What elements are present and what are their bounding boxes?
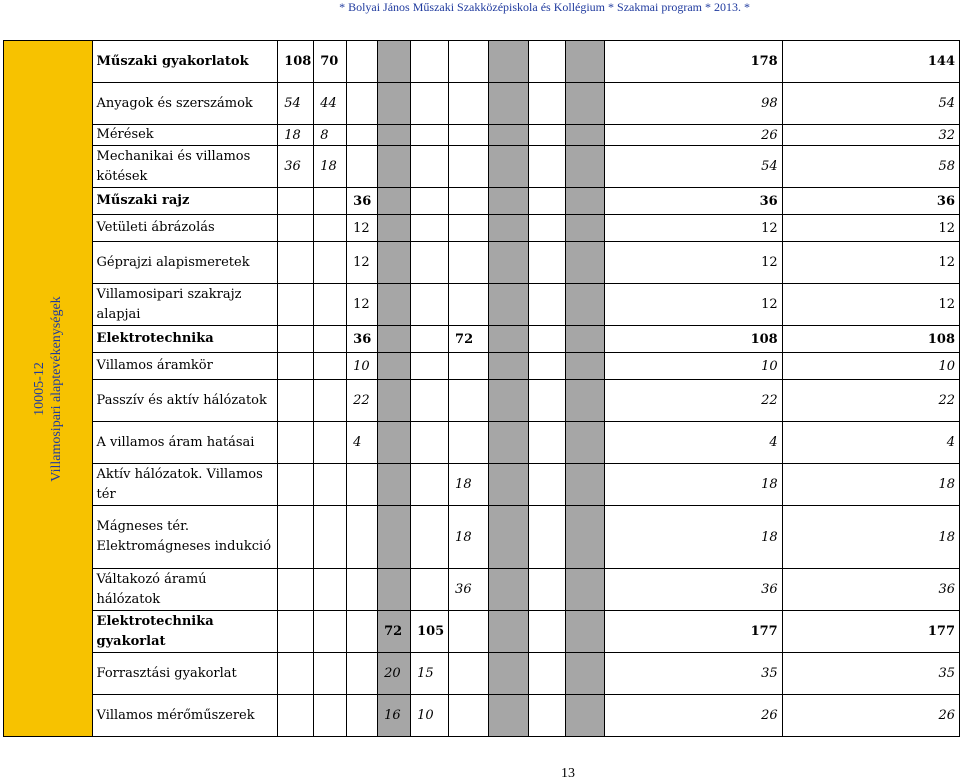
hours-cell xyxy=(565,146,605,188)
table-row xyxy=(4,125,960,146)
hours-cell: 12 xyxy=(782,242,959,284)
hours-cell: 36 xyxy=(782,188,959,215)
hours-cell xyxy=(411,464,449,506)
hours-cell xyxy=(565,569,605,611)
hours-cell xyxy=(314,506,347,569)
hours-cell xyxy=(565,611,605,653)
topic-cell: Passzív és aktív hálózatok xyxy=(92,380,278,422)
hours-cell xyxy=(378,242,411,284)
hours-cell xyxy=(488,464,528,506)
hours-cell: 32 xyxy=(782,125,959,146)
hours-cell: 72 xyxy=(449,326,489,353)
topic-cell: Géprajzi alapismeretek xyxy=(92,242,278,284)
hours-cell xyxy=(411,422,449,464)
hours-cell xyxy=(449,653,489,695)
topic-cell: Anyagok és szerszámok xyxy=(92,83,278,125)
hours-cell xyxy=(278,464,314,506)
hours-cell xyxy=(488,284,528,326)
hours-cell xyxy=(449,41,489,83)
hours-cell xyxy=(411,569,449,611)
hours-cell xyxy=(347,83,378,125)
hours-cell xyxy=(378,464,411,506)
hours-cell xyxy=(278,242,314,284)
hours-cell xyxy=(449,242,489,284)
table-row xyxy=(4,464,960,506)
hours-cell xyxy=(528,326,565,353)
topic-cell: Elektrotechnika gyakorlat xyxy=(92,611,278,653)
hours-cell: 15 xyxy=(411,653,449,695)
hours-cell: 98 xyxy=(605,83,782,125)
hours-cell: 108 xyxy=(278,41,314,83)
hours-cell: 10 xyxy=(605,353,782,380)
hours-cell xyxy=(278,326,314,353)
hours-cell: 72 xyxy=(378,611,411,653)
table-row xyxy=(4,41,960,83)
hours-cell xyxy=(488,353,528,380)
hours-cell: 36 xyxy=(605,569,782,611)
hours-cell xyxy=(449,215,489,242)
hours-cell xyxy=(347,146,378,188)
hours-cell xyxy=(411,146,449,188)
hours-cell xyxy=(488,611,528,653)
hours-cell: 26 xyxy=(605,125,782,146)
hours-cell xyxy=(378,41,411,83)
hours-cell xyxy=(278,353,314,380)
hours-cell xyxy=(314,653,347,695)
page-number: 13 xyxy=(561,766,575,781)
hours-cell: 12 xyxy=(605,242,782,284)
hours-cell: 54 xyxy=(782,83,959,125)
hours-cell xyxy=(565,41,605,83)
hours-cell xyxy=(411,380,449,422)
table-row xyxy=(4,380,960,422)
hours-cell xyxy=(565,125,605,146)
table-row xyxy=(4,695,960,737)
hours-cell xyxy=(411,188,449,215)
hours-cell xyxy=(378,284,411,326)
hours-cell xyxy=(278,188,314,215)
hours-cell xyxy=(449,125,489,146)
table-row xyxy=(4,215,960,242)
hours-cell: 44 xyxy=(314,83,347,125)
hours-cell xyxy=(488,242,528,284)
hours-cell xyxy=(449,83,489,125)
hours-cell xyxy=(378,353,411,380)
hours-cell xyxy=(378,506,411,569)
module-label xyxy=(31,296,65,481)
hours-cell xyxy=(411,353,449,380)
hours-cell: 18 xyxy=(314,146,347,188)
topic-cell: Villamos áramkör xyxy=(92,353,278,380)
topic-cell: Mechanikai és villamos kötések xyxy=(92,146,278,188)
table-row xyxy=(4,611,960,653)
table-row xyxy=(4,83,960,125)
hours-cell xyxy=(314,422,347,464)
hours-cell xyxy=(565,464,605,506)
hours-cell: 10 xyxy=(411,695,449,737)
hours-cell xyxy=(449,380,489,422)
hours-cell xyxy=(278,422,314,464)
table-row xyxy=(4,506,960,569)
hours-cell xyxy=(314,353,347,380)
hours-cell: 54 xyxy=(605,146,782,188)
hours-cell xyxy=(528,569,565,611)
hours-cell xyxy=(314,464,347,506)
hours-cell: 177 xyxy=(782,611,959,653)
hours-cell xyxy=(314,326,347,353)
hours-cell: 10 xyxy=(782,353,959,380)
hours-cell xyxy=(347,653,378,695)
hours-cell xyxy=(278,215,314,242)
hours-cell xyxy=(528,695,565,737)
hours-cell xyxy=(347,125,378,146)
hours-cell xyxy=(488,506,528,569)
hours-cell: 8 xyxy=(314,125,347,146)
hours-cell xyxy=(528,215,565,242)
hours-cell xyxy=(528,284,565,326)
hours-cell: 36 xyxy=(605,188,782,215)
hours-cell: 12 xyxy=(347,242,378,284)
hours-cell xyxy=(528,380,565,422)
hours-cell xyxy=(347,41,378,83)
hours-cell xyxy=(488,188,528,215)
hours-cell xyxy=(488,326,528,353)
table-row xyxy=(4,284,960,326)
hours-cell xyxy=(378,215,411,242)
hours-cell xyxy=(449,353,489,380)
hours-cell xyxy=(488,695,528,737)
hours-cell: 22 xyxy=(782,380,959,422)
table-row xyxy=(4,188,960,215)
hours-cell xyxy=(449,284,489,326)
topic-cell: Mérések xyxy=(92,125,278,146)
topic-cell: A villamos áram hatásai xyxy=(92,422,278,464)
hours-cell xyxy=(528,41,565,83)
hours-cell xyxy=(411,83,449,125)
hours-cell: 108 xyxy=(605,326,782,353)
hours-cell: 12 xyxy=(347,215,378,242)
topic-cell: Mágneses tér. Elektromágneses indukció xyxy=(92,506,278,569)
hours-cell: 70 xyxy=(314,41,347,83)
hours-cell: 4 xyxy=(347,422,378,464)
hours-cell: 18 xyxy=(449,464,489,506)
module-code: 10005-12 xyxy=(31,361,47,416)
topic-cell: Villamos mérőműszerek xyxy=(92,695,278,737)
topic-cell: Váltakozó áramú hálózatok xyxy=(92,569,278,611)
hours-cell xyxy=(488,83,528,125)
hours-cell: 177 xyxy=(605,611,782,653)
curriculum-table xyxy=(3,40,960,737)
table-row xyxy=(4,242,960,284)
hours-cell xyxy=(347,506,378,569)
hours-cell xyxy=(378,380,411,422)
hours-cell xyxy=(278,653,314,695)
hours-cell xyxy=(565,695,605,737)
hours-cell: 12 xyxy=(605,215,782,242)
hours-cell xyxy=(528,353,565,380)
table-row xyxy=(4,326,960,353)
hours-cell xyxy=(314,380,347,422)
hours-cell xyxy=(411,284,449,326)
hours-cell xyxy=(488,422,528,464)
hours-cell: 58 xyxy=(782,146,959,188)
hours-cell xyxy=(528,422,565,464)
hours-cell: 22 xyxy=(347,380,378,422)
topic-cell: Forrasztási gyakorlat xyxy=(92,653,278,695)
hours-cell: 12 xyxy=(605,284,782,326)
page-header: * Bolyai János Műszaki Szakközépiskola és Kollégium * Szakmai program * 2013. * xyxy=(339,0,750,14)
hours-cell: 18 xyxy=(782,506,959,569)
hours-cell xyxy=(565,653,605,695)
hours-cell xyxy=(528,242,565,284)
hours-cell xyxy=(565,422,605,464)
hours-cell xyxy=(528,611,565,653)
hours-cell: 26 xyxy=(782,695,959,737)
hours-cell xyxy=(528,125,565,146)
hours-cell: 10 xyxy=(347,353,378,380)
module-side-cell xyxy=(4,41,93,737)
hours-cell xyxy=(314,188,347,215)
hours-cell xyxy=(565,242,605,284)
table-row xyxy=(4,569,960,611)
hours-cell xyxy=(378,326,411,353)
hours-cell: 178 xyxy=(605,41,782,83)
hours-cell xyxy=(488,569,528,611)
hours-cell xyxy=(449,611,489,653)
hours-cell xyxy=(411,41,449,83)
hours-cell: 36 xyxy=(347,326,378,353)
topic-cell: Műszaki rajz xyxy=(92,188,278,215)
hours-cell xyxy=(314,569,347,611)
hours-cell xyxy=(278,611,314,653)
topic-cell: Aktív hálózatok. Villamos tér xyxy=(92,464,278,506)
hours-cell xyxy=(565,83,605,125)
hours-cell xyxy=(449,146,489,188)
hours-cell xyxy=(528,146,565,188)
hours-cell: 105 xyxy=(411,611,449,653)
module-name: Villamosipari alaptevékenységek xyxy=(48,295,64,482)
hours-cell: 35 xyxy=(782,653,959,695)
hours-cell xyxy=(378,422,411,464)
hours-cell: 18 xyxy=(782,464,959,506)
hours-cell xyxy=(565,353,605,380)
hours-cell: 18 xyxy=(278,125,314,146)
hours-cell: 108 xyxy=(782,326,959,353)
hours-cell xyxy=(528,506,565,569)
hours-cell: 4 xyxy=(782,422,959,464)
hours-cell: 12 xyxy=(782,284,959,326)
hours-cell xyxy=(488,125,528,146)
hours-cell xyxy=(565,284,605,326)
table-row xyxy=(4,353,960,380)
table-row xyxy=(4,653,960,695)
hours-cell xyxy=(528,83,565,125)
hours-cell xyxy=(278,284,314,326)
hours-cell: 36 xyxy=(782,569,959,611)
table-row xyxy=(4,146,960,188)
hours-cell xyxy=(314,695,347,737)
hours-cell xyxy=(314,215,347,242)
hours-cell: 18 xyxy=(605,506,782,569)
hours-cell xyxy=(565,215,605,242)
hours-cell xyxy=(488,653,528,695)
hours-cell: 22 xyxy=(605,380,782,422)
table-row xyxy=(4,422,960,464)
hours-cell xyxy=(411,506,449,569)
hours-cell xyxy=(488,41,528,83)
hours-cell xyxy=(378,125,411,146)
hours-cell xyxy=(565,380,605,422)
hours-cell xyxy=(528,653,565,695)
hours-cell xyxy=(314,611,347,653)
hours-cell xyxy=(278,569,314,611)
hours-cell: 18 xyxy=(449,506,489,569)
hours-cell xyxy=(488,215,528,242)
hours-cell: 144 xyxy=(782,41,959,83)
hours-cell: 26 xyxy=(605,695,782,737)
hours-cell xyxy=(488,146,528,188)
hours-cell xyxy=(449,422,489,464)
topic-cell: Elektrotechnika xyxy=(92,326,278,353)
hours-cell: 12 xyxy=(782,215,959,242)
hours-cell xyxy=(449,695,489,737)
hours-cell xyxy=(278,506,314,569)
hours-cell xyxy=(565,188,605,215)
hours-cell xyxy=(378,188,411,215)
hours-cell xyxy=(278,695,314,737)
hours-cell xyxy=(347,695,378,737)
hours-cell xyxy=(411,326,449,353)
hours-cell xyxy=(347,611,378,653)
hours-cell xyxy=(378,146,411,188)
hours-cell xyxy=(347,464,378,506)
hours-cell xyxy=(278,380,314,422)
hours-cell xyxy=(565,506,605,569)
hours-cell xyxy=(411,125,449,146)
hours-cell: 36 xyxy=(449,569,489,611)
hours-cell xyxy=(347,569,378,611)
topic-cell: Műszaki gyakorlatok xyxy=(92,41,278,83)
hours-cell xyxy=(378,569,411,611)
topic-cell: Vetületi ábrázolás xyxy=(92,215,278,242)
hours-cell xyxy=(565,326,605,353)
hours-cell: 18 xyxy=(605,464,782,506)
hours-cell: 4 xyxy=(605,422,782,464)
hours-cell: 36 xyxy=(347,188,378,215)
hours-cell: 54 xyxy=(278,83,314,125)
hours-cell: 12 xyxy=(347,284,378,326)
hours-cell xyxy=(378,83,411,125)
hours-cell xyxy=(488,380,528,422)
hours-cell: 36 xyxy=(278,146,314,188)
hours-cell xyxy=(411,215,449,242)
hours-cell xyxy=(528,188,565,215)
hours-cell: 16 xyxy=(378,695,411,737)
hours-cell: 35 xyxy=(605,653,782,695)
hours-cell: 20 xyxy=(378,653,411,695)
topic-cell: Villamosipari szakrajz alapjai xyxy=(92,284,278,326)
hours-cell xyxy=(314,284,347,326)
hours-cell xyxy=(449,188,489,215)
hours-cell xyxy=(411,242,449,284)
hours-cell xyxy=(314,242,347,284)
hours-cell xyxy=(528,464,565,506)
